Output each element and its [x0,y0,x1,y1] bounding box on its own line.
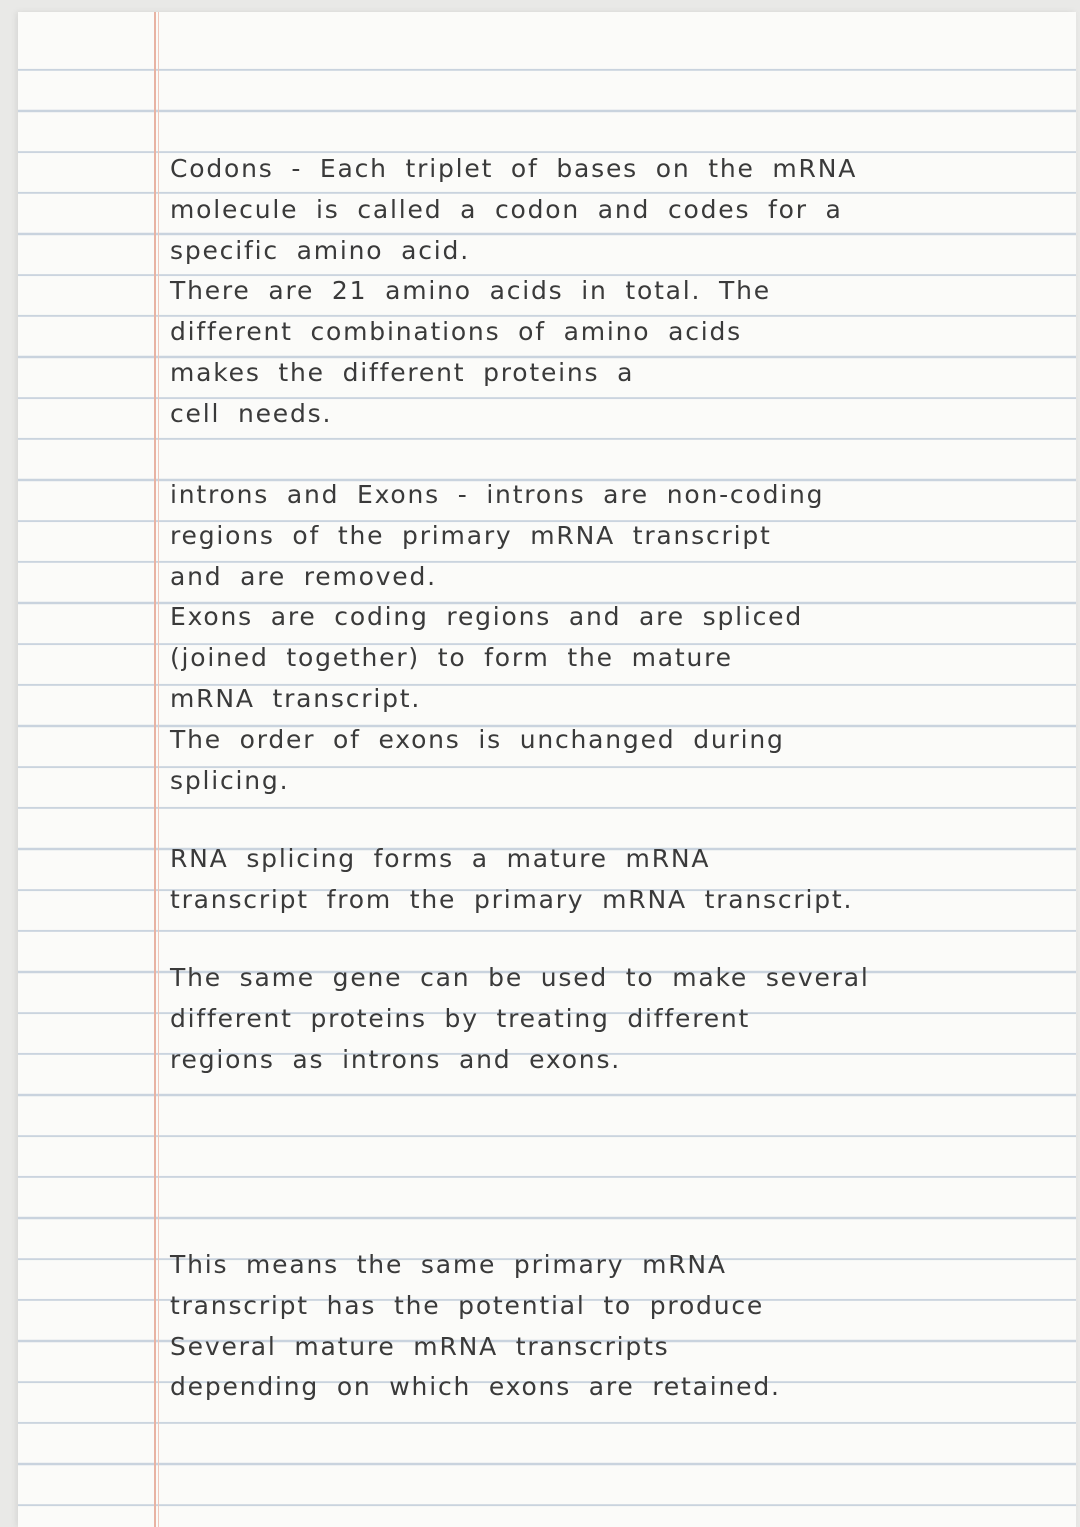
note-line: depending on which exons are retained. [170,1372,781,1402]
note-line: makes the different proteins a [170,357,635,387]
note-line: regions as introns and exons. [170,1044,622,1074]
same-gene-paragraph [170,958,870,1080]
margin-line-inner [158,12,159,1527]
lined-paper-page [18,12,1076,1527]
note-line: RNA splicing forms a mature mRNA [170,844,711,873]
note-line: introns and Exons - introns are non-coding [170,480,825,509]
margin-line [154,12,156,1527]
conclusion-paragraph [170,1245,781,1408]
note-line: This means the same primary mRNA [170,1250,727,1279]
note-line: Exons are coding regions and are spliced [170,602,803,632]
note-line: regions of the primary mRNA transcript [170,520,772,550]
note-line: There are 21 amino acids in total. The [170,276,771,306]
note-line: (joined together) to form the mature [170,643,733,673]
note-line: The same gene can be used to make several [170,963,870,992]
introns-exons-paragraph [170,475,824,801]
note-line: Codons - Each triplet of bases on the mRNA [170,154,858,183]
note-line: transcript from the primary mRNA transcript. [170,884,854,914]
note-line: splicing. [170,765,290,795]
note-line: mRNA transcript. [170,683,422,713]
codons-paragraph [170,149,857,435]
rna-splicing-paragraph [170,839,853,921]
note-line: cell needs. [170,398,333,428]
note-line: transcript has the potential to produce [170,1290,765,1320]
note-line: different combinations of amino acids [170,317,742,347]
note-line: Several mature mRNA transcripts [170,1331,670,1361]
note-line: specific amino acid. [170,235,470,265]
note-line: different proteins by treating different [170,1003,751,1033]
note-line: and are removed. [170,561,437,591]
note-line: The order of exons is unchanged during [170,724,785,754]
note-line: molecule is called a codon and codes for a [170,194,843,224]
